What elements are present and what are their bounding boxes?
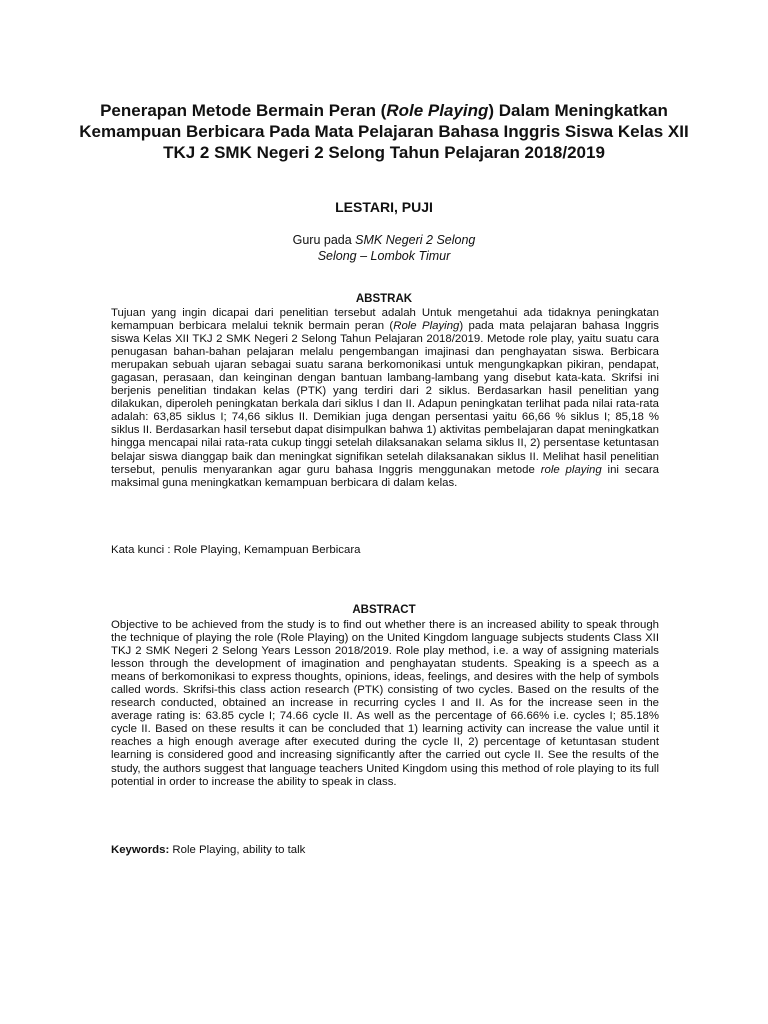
abstrak-italic-1: Role Playing [393,320,460,333]
abstrak-text-2: ) pada mata pelajaran bahasa Inggris siswa Kelas XII TKJ 2 SMK Negeri 2 Selong Tahun Pelajaran 2018/2019. Metode role play, yaitu suatu cara penugasan bahan-bahan pelajaran melalu pengembangan imajinasi dan penghayatan siswa. Berbicara merupakan sebuah ujaran sebagai suatu sarana berkomonikasi untuk mengungkapkan pikiran, pendapat, gagasan, perasaan, dan keinginan dengan bantuan lambang-lambang yang disebut kata-kata. Skrifsi ini berjenis penelitian tindakan kelas (PTK) yang terdiri dari 2 siklus. Berdasarkan hasil penelitian yang dilakukan, diperoleh peningkatan berkala dari siklus I dan II. Adapun peningkatan terlihat pada nilai rata-rata adalah: 63,85 siklus I; 74,66 siklus II. Demikian juga dengan persentasi yaitu 66,66 % siklus I; 85,18 % siklus II. Berdasarkan hasil tersebut dapat disimpulkan bahwa 1) aktivitas pembelajaran dapat meningkatkan hingga mencapai nilai rata-rata cukup tinggi setelah dilaksanakan selama siklus II, 2) persentase ketuntasan belajar siswa dianggap baik dan meningkat signifikan setelah dilaksanakan siklus II. Melihat hasil penelitian tersebut, penulis menyarankan agar guru bahasa Inggris menggunakan metode [111,320,660,476]
abstrak-keywords: Kata kunci : Role Playing, Kemampuan Berbicara [111,544,361,556]
abstract-body: Objective to be achieved from the study is to find out whether there is an increased ability to speak through the technique of playing the role (Role Playing) on the United Kingdom language subjects students Class XII TKJ 2 SMK Negeri 2 Selong Years Lesson 2018/2019. Role play method, i.e. a way of assigning materials lesson through the development of imagination and penghayatan students. Speaking is a speech as a means of berkomonikasi to express thoughts, opinions, ideas, feelings, and desires with the help of symbols called words. Skrifsi-this class action research (PTK) consisting of two cycles. Based on the results of the research conducted, obtained an increase in recurring cycles I and II. As for the increase seen in the average rating is: 63.85 cycle I; 74.66 cycle II. As well as the percentage of 66.66% i.e. cycles I; 85.18% cycle II. Based on these results it can be concluded that 1) learning activity can increase the value until it reaches a high enough average after executed during the cycle II, 2) percentage of ketuntasan student learning is considered good and increasing significantly after the carried out cycle II. See the results of the study, the authors suggest that language teachers United Kingdom using this method of role playing to its full potential in order to increase the ability to speak in class. [111,619,659,788]
affiliation-location-text: Selong – Lombok Timur [317,249,451,263]
title-part-1: Penerapan Metode Bermain Peran ( [100,101,387,120]
affiliation-prefix: Guru pada [292,233,356,247]
abstrak-body [111,307,659,490]
title-part-2: ) Dalam Meningkatkan Kemampuan Berbicara Pada Mata Pelajaran Bahasa Inggris Siswa Kelas XII TKJ 2 SMK Negeri 2 Selong Tahun Pelajaran 2018/2019 [79,101,689,162]
affiliation-school: SMK Negeri 2 Selong [355,233,476,247]
abstrak-text-1: Tujuan yang ingin dicapai dari penelitian tersebut adalah Untuk mengetahui ada tidaknya peningkatan kemampuan berbicara melalui teknik bermain peran ( [111,307,659,333]
abstrak-heading: ABSTRAK [355,293,413,305]
abstract-keywords [111,844,659,856]
title-italic-term: Role Playing [386,101,489,120]
keywords-label: Keywords: [111,844,170,856]
abstrak-text-3: ini secara maksimal guna meningkatkan kemampuan berbicara di dalam kelas. [111,463,659,489]
affiliation-location [0,248,768,264]
abstrak-italic-2: role playing [540,463,602,476]
author-affiliation [0,232,768,264]
affiliation-line-1 [0,232,768,248]
author-name: LESTARI, PUJI [335,199,433,215]
keywords-text: Role Playing, ability to talk [169,844,306,856]
paper-title [70,100,698,163]
abstract-heading: ABSTRACT [352,604,416,616]
